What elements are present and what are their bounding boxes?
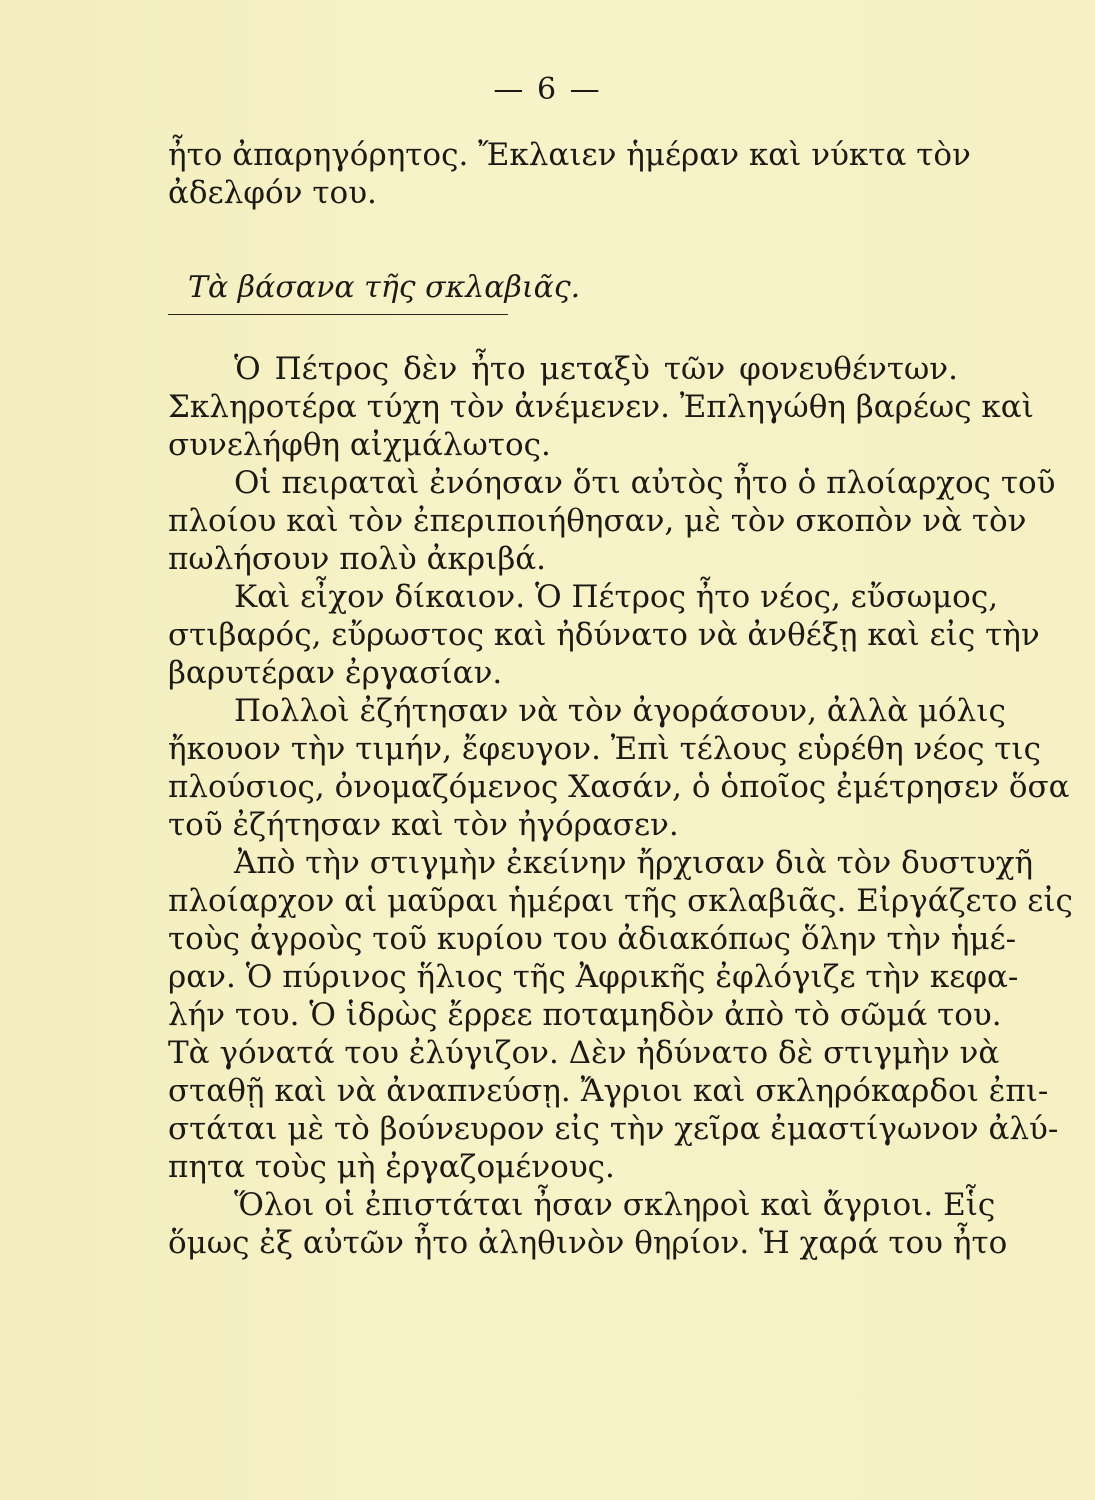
text-line: βαρυτέραν ἐργασίαν.	[168, 655, 503, 691]
text-line: τοὺς ἀγροὺς τοῦ κυρίου του ἀδιακόπως ὅλην τὴν ἡμέ-	[168, 921, 1017, 957]
text-line: Καὶ εἶχον δίκαιον. Ὁ Πέτρος ἦτο νέος, εὔσωμος,	[234, 579, 999, 615]
section-heading: Τὰ βάσανα τῆς σκλαβιᾶς.	[188, 270, 581, 305]
text-line: στιβαρός, εὔρωστος καὶ ἠδύνατο νὰ ἀνθέξῃ καὶ εἰς τὴν	[168, 617, 1040, 653]
text-line: πωλήσουν πολὺ ἀκριβά.	[168, 541, 547, 577]
heading-underline	[168, 314, 508, 315]
text-line: Ἀπὸ τὴν στιγμὴν ἐκείνην ἤρχισαν διὰ τὸν δυστυχῆ	[234, 845, 1034, 881]
text-line: ἤκουον τὴν τιμήν, ἔφευγον. Ἐπὶ τέλους εὑρέθη νέος τις	[168, 731, 1041, 767]
text-line: Πολλοὶ ἐζήτησαν νὰ τὸν ἀγοράσουν, ἀλλὰ μόλις	[234, 693, 1006, 729]
page-number: — 6 —	[493, 72, 602, 107]
text-line: συνελήφθη αἰχμάλωτος.	[168, 427, 551, 463]
text-line: ραν. Ὁ πύρινος ἥλιος τῆς Ἀφρικῆς ἐφλόγιζε τὴν κεφα-	[168, 959, 1019, 995]
text-line: Σκληροτέρα τύχη τὸν ἀνέμενεν. Ἐπληγώθη βαρέως καὶ	[168, 389, 1034, 425]
text-line: ἀδελφόν του.	[168, 175, 377, 211]
text-line: Τὰ γόνατά του ἐλύγιζον. Δὲν ἠδύνατο δὲ στιγμὴν νὰ	[168, 1035, 1000, 1071]
text-line: πλοίαρχον αἱ μαῦραι ἡμέραι τῆς σκλαβιᾶς. Εἰργάζετο εἰς	[168, 883, 1073, 919]
text-line: Ὅλοι οἱ ἐπιστάται ἦσαν σκληροὶ καὶ ἄγριοι. Εἷς	[234, 1187, 996, 1223]
text-line: πλοίου καὶ τὸν ἐπεριποιήθησαν, μὲ τὸν σκοπὸν νὰ τὸν	[168, 503, 1027, 539]
text-line: ἦτο ἀπαρηγόρητος. Ἔκλαιεν ἡμέραν καὶ νύκτα τὸν	[168, 137, 971, 173]
section-body	[168, 350, 1073, 1262]
text-line: τοῦ ἐζήτησαν καὶ τὸν ἠγόρασεν.	[168, 807, 679, 843]
text-line: ὅμως ἐξ αὐτῶν ἦτο ἀληθινὸν θηρίον. Ἡ χαρά του ἦτο	[168, 1225, 1008, 1261]
text-line: στάται μὲ τὸ βούνευρον εἰς τὴν χεῖρα ἐμαστίγωνον ἀλύ-	[168, 1111, 1059, 1147]
text-line: Οἱ πειραταὶ ἐνόησαν ὅτι αὐτὸς ἦτο ὁ πλοίαρχος τοῦ	[234, 465, 1056, 501]
text-line: πητα τοὺς μὴ ἐργαζομένους.	[168, 1149, 615, 1185]
intro-paragraph	[168, 136, 971, 212]
text-line: πλούσιος, ὀνομαζόμενος Χασάν, ὁ ὁποῖος ἐμέτρησεν ὅσα	[168, 769, 1070, 805]
text-line: σταθῇ καὶ νὰ ἀναπνεύσῃ. Ἄγριοι καὶ σκληρόκαρδοι ἐπι-	[168, 1073, 1049, 1109]
text-line: λήν του. Ὁ ἱδρὼς ἔρρεε ποταμηδὸν ἀπὸ τὸ σῶμά του.	[168, 997, 1002, 1033]
text-line: Ὁ Πέτρος δὲν ἦτο μεταξὺ τῶν φονευθέντων.	[234, 351, 958, 387]
